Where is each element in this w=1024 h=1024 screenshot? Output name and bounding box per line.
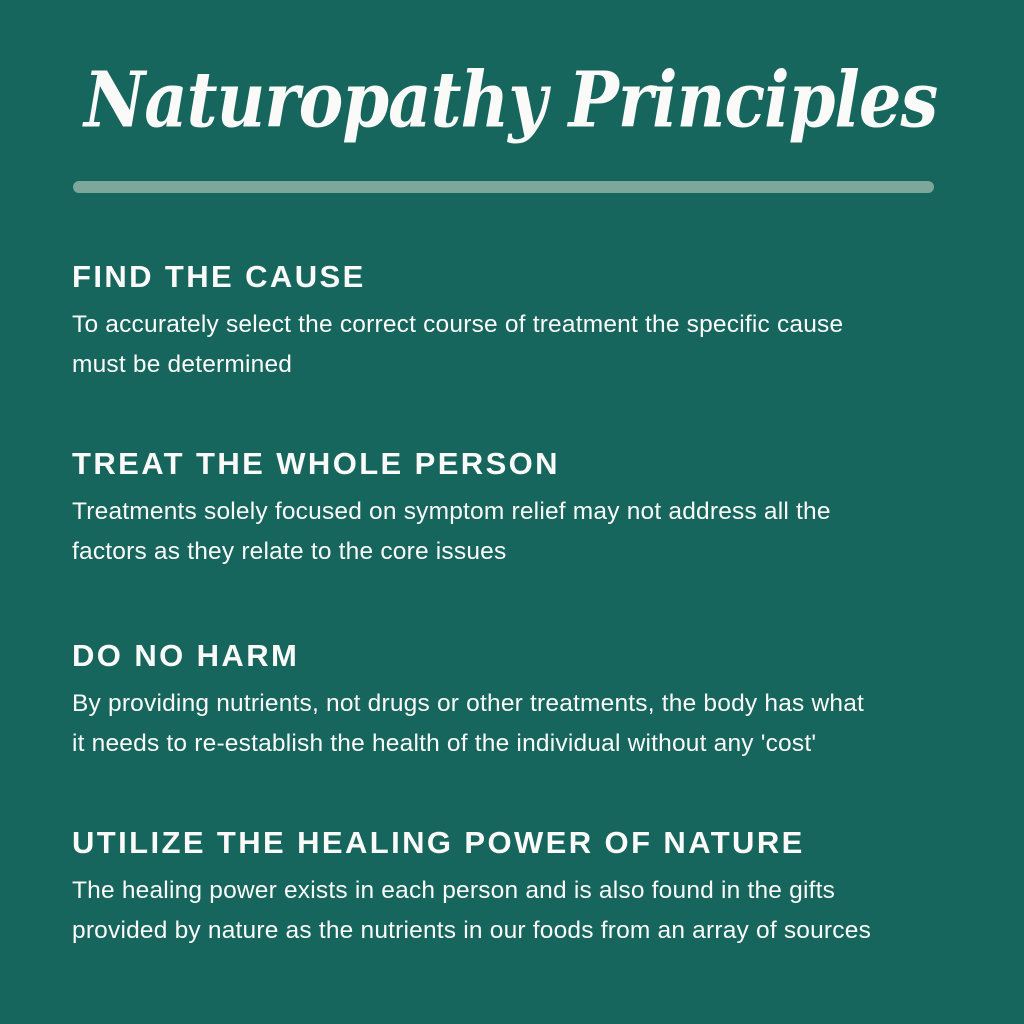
body-line: factors as they relate to the core issues <box>72 538 507 565</box>
principle-section-do-no-harm <box>72 640 972 764</box>
body-line: By providing nutrients, not drugs or other treatments, the body has what <box>72 690 865 717</box>
section-heading: UTILIZE THE HEALING POWER OF NATURE <box>72 825 805 860</box>
body-line: To accurately select the correct course of treatment the specific cause <box>72 311 844 338</box>
section-heading: TREAT THE WHOLE PERSON <box>72 446 560 481</box>
principle-section-find-the-cause <box>72 261 972 385</box>
title-divider-line <box>73 181 934 193</box>
section-body <box>72 871 972 951</box>
page-title: Naturopathy Principles <box>84 54 938 145</box>
section-heading: FIND THE CAUSE <box>72 259 366 294</box>
body-line: Treatments solely focused on symptom relief may not address all the <box>72 498 831 525</box>
principle-section-treat-the-whole-person <box>72 448 972 572</box>
body-line: it needs to re-establish the health of the individual without any 'cost' <box>72 730 817 757</box>
principle-section-utilize-healing-power-of-nature <box>72 827 972 951</box>
section-body <box>72 492 972 572</box>
section-body <box>72 305 972 385</box>
section-body <box>72 684 972 764</box>
section-heading: DO NO HARM <box>72 638 300 673</box>
body-line: must be determined <box>72 351 293 378</box>
body-line: provided by nature as the nutrients in our foods from an array of sources <box>72 917 872 944</box>
body-line: The healing power exists in each person and is also found in the gifts <box>72 877 836 904</box>
